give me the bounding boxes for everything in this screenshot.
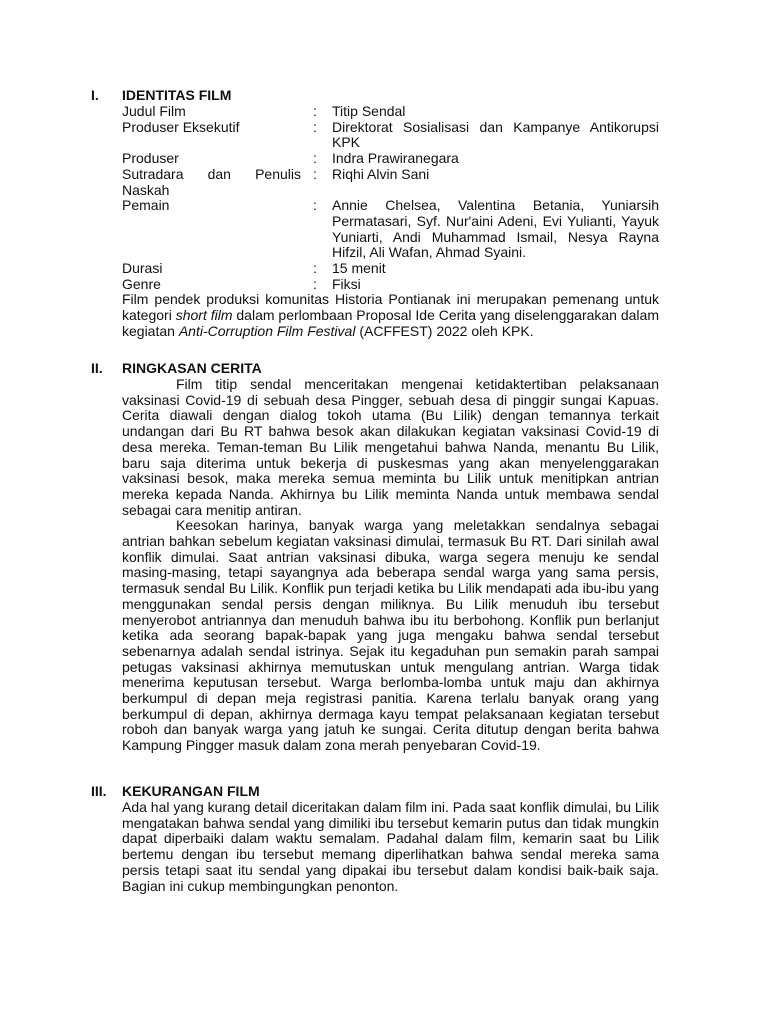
note-italic-term: Anti-Corruption Film Festival — [178, 322, 356, 339]
identity-value: Fiksi — [332, 275, 361, 292]
identity-separator: : — [313, 197, 317, 214]
identity-label: Pemain — [122, 197, 170, 214]
identity-row — [122, 151, 659, 167]
identity-value: Direktorat Sosialisasi dan Kampanye Antikorupsi KPK — [332, 118, 659, 151]
identity-value: Indra Prawiranegara — [332, 150, 459, 167]
identity-block — [122, 104, 659, 340]
identity-row — [122, 198, 659, 261]
section-title: KEKURANGAN FILM — [122, 783, 260, 799]
identity-row — [122, 120, 659, 151]
identity-separator: : — [313, 118, 317, 135]
summary-paragraph: Film titip sendal menceritakan mengenai ketidaktertiban pelaksanaan vaksinasi Covid-19 di sebuah desa Pingger, sebuah desa di pinggir sungai Kapuas. Cerita diawali dengan dialog tokoh utama (Bu Lilik) dengan temannya terkait undangan dari Bu RT bahwa besok akan dilakukan kegiatan vaksinasi Covid-19 di desa mereka. Teman-teman Bu Lilik mengetahui bahwa Nanda, menantu Bu Lilik, baru saja diterima untuk bekerja di puskesmas yang akan menyelenggarakan vaksinasi besok, maka mereka semua meminta bu Lilik untuk menitipkan antrian mereka kepada Nanda. Akhirnya bu Lilik meminta Nanda untuk membawa sendal sebagai cara menitip antiran. — [122, 376, 659, 518]
identity-value: 15 menit — [332, 260, 386, 277]
identity-label: Produser — [122, 150, 179, 167]
note-text: (ACFFEST) 2022 oleh KPK. — [355, 322, 534, 339]
identity-label: Judul Film — [122, 103, 186, 119]
identity-separator: : — [313, 165, 317, 182]
identity-label: Durasi — [122, 260, 163, 277]
identity-note — [122, 292, 659, 339]
note-italic-term: short film — [175, 307, 233, 324]
section-heading-kekurangan — [91, 783, 260, 799]
identity-value: Annie Chelsea, Valentina Betania, Yuniarsih Permatasari, Syf. Nur'aini Adeni, Evi Yulianti, Yayuk Yuniarti, Andi Muhammad Ismail, Nesya Rayna Hifzil, Ali Wafan, Ahmad Syaini. — [332, 197, 659, 261]
identity-label: Sutradara dan Penulis Naskah — [122, 165, 301, 198]
note-text: Film pendek produksi komunitas Historia Pontianak ini merupakan pemenang untuk kategori — [122, 291, 659, 324]
identity-separator: : — [313, 103, 317, 119]
section-number: II. — [91, 360, 103, 376]
identity-label: Produser Eksekutif — [122, 118, 240, 135]
identity-row — [122, 104, 659, 120]
section-number: I. — [91, 87, 99, 103]
identity-row — [122, 277, 659, 293]
identity-table — [122, 104, 659, 292]
identity-label: Genre — [122, 275, 161, 292]
section-heading-ringkasan — [91, 360, 262, 376]
note-text: dalam perlombaan Proposal Ide Cerita yang diselenggarakan dalam kegiatan — [122, 307, 659, 339]
section-title: IDENTITAS FILM — [122, 87, 232, 103]
identity-row — [122, 167, 659, 198]
identity-separator: : — [313, 150, 317, 167]
weakness-block — [122, 800, 659, 894]
section-title: RINGKASAN CERITA — [122, 360, 262, 376]
summary-block — [122, 377, 659, 754]
weakness-paragraph: Ada hal yang kurang detail diceritakan dalam film ini. Pada saat konflik dimulai, bu Lilik mengatakan bahwa sendal yang dimiliki ibu tersebut kemarin putus dan tidak mungkin dapat diperbaiki dalam waktu semalam. Padahal dalam film, kemarin saat bu Lilik bertemu dengan ibu tersebut memang diperlihatkan bahwa sendal mereka sama persis tetapi saat itu sendal yang dipakai ibu tersebut dalam kondisi baik-baik saja. Bagian ini cukup membingungkan penonton. — [122, 799, 659, 894]
section-number: III. — [91, 783, 107, 799]
identity-separator: : — [313, 260, 317, 277]
identity-value: Riqhi Alvin Sani — [332, 165, 430, 182]
summary-paragraph: Keesokan harinya, banyak warga yang meletakkan sendalnya sebagai antrian bahkan sebelum kegiatan vaksinasi dimulai, termasuk Bu RT. Dari sinilah awal konflik dimulai. Saat antrian vaksinasi dibuka, warga segera menuju ke sendal masing-masing, tetapi sayangnya ada beberapa sendal warga yang sama persis, termasuk sendal Bu Lilik. Konflik pun terjadi ketika bu Lilik mendapati ada ibu-ibu yang menggunakan sendal persis dengan miliknya. Bu Lilik menuduh ibu tersebut menyerobot antriannya dan menuduh bahwa ibu itu berbohong. Konflik pun berlanjut ketika ada seorang bapak-bapak yang juga mengaku bahwa sendal tersebut sebenarnya adalah sendal istrinya. Sejak itu kegaduhan pun semakin parah sampai petugas vaksinasi akhirnya memutuskan untuk mengulang antrian. Warga tidak menerima keputusan tersebut. Warga berlomba-lomba untuk maju dan akhirnya berkumpul di depan meja registrasi panitia. Karena terlalu banyak orang yang berkumpul di depan, akhirnya dermaga kayu tempat pelaksanaan kegiatan tersebut roboh dan banyak warga yang jatuh ke sungai. Cerita ditutup dengan berita bahwa Kampung Pingger masuk dalam zona merah penyebaran Covid-19. — [122, 517, 659, 754]
section-heading-identitas — [91, 87, 231, 103]
identity-separator: : — [313, 275, 317, 292]
identity-value: Titip Sendal — [332, 103, 406, 119]
identity-row — [122, 261, 659, 277]
